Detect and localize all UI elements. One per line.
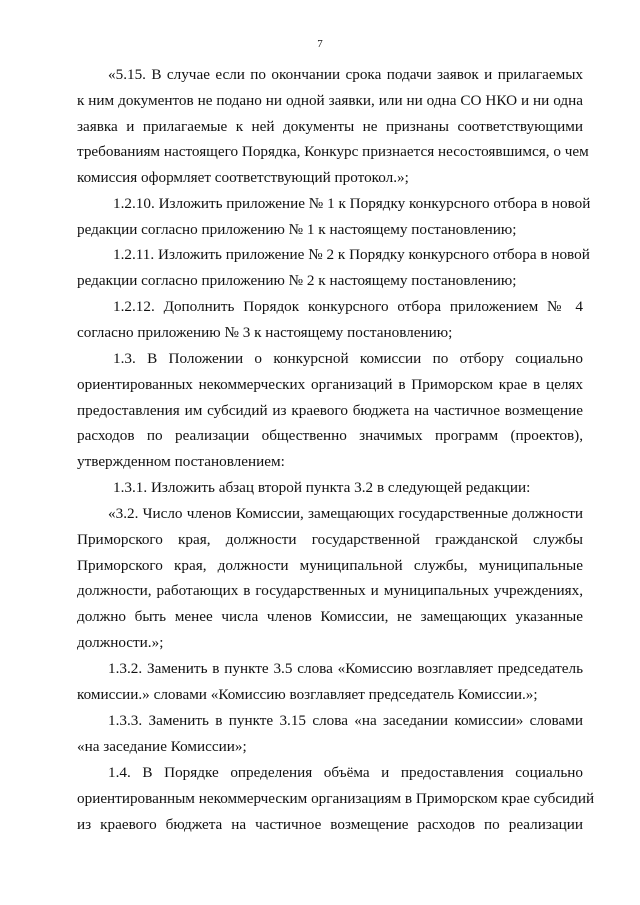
- text-line: Приморского края, должности муниципальной службы, муниципальные: [77, 556, 583, 574]
- text-line: утвержденном постановлением:: [77, 453, 285, 471]
- text-line: 1.3.2. Заменить в пункте 3.5 слова «Комиссию возглавляет председатель: [108, 660, 583, 677]
- text-line: ориентированным некоммерческим организациям в Приморском крае субсидий: [77, 789, 595, 807]
- text-line: согласно приложению № 3 к настоящему постановлению;: [77, 323, 453, 341]
- text-line: заявка и прилагаемые к ней документы не признаны соответствующими: [77, 117, 583, 135]
- text-line: к ним документов не подано ни одной заявки, или ни одна СО НКО и ни одна: [77, 91, 583, 109]
- text-line: «на заседание Комиссии»;: [77, 737, 247, 755]
- paragraph-3-2: [77, 501, 583, 656]
- text-line: требованиям настоящего Порядка, Конкурс признается несостоявшимся, о чем: [77, 143, 589, 161]
- text-line: 1.2.12. Дополнить Порядок конкурсного отбора приложением № 4: [113, 298, 583, 315]
- text-line: 1.3.1. Изложить абзац второй пункта 3.2 в следующей редакции:: [113, 479, 531, 496]
- paragraph-1-3-3: [77, 708, 583, 760]
- text-line: «5.15. В случае если по окончании срока подачи заявок и прилагаемых: [108, 66, 583, 83]
- text-line: «3.2. Число членов Комиссии, замещающих государственные должности: [108, 505, 583, 522]
- paragraph-1-3-1: [77, 475, 583, 501]
- text-line: 1.2.11. Изложить приложение № 2 к Порядку конкурсного отбора в новой: [113, 246, 590, 263]
- page-number: 7: [317, 38, 323, 50]
- text-line: 1.3. В Положении о конкурсной комиссии по отбору социально: [113, 350, 583, 367]
- text-line: 1.4. В Порядке определения объёма и предоставления социально: [108, 764, 583, 781]
- text-line: ориентированных некоммерческих организаций в Приморском крае в целях: [77, 375, 583, 393]
- text-line: Приморского края, должности государственной гражданской службы: [77, 530, 583, 548]
- text-line: 1.3.3. Заменить в пункте 3.15 слова «на заседании комиссии» словами: [108, 712, 583, 729]
- text-line: комиссии.» словами «Комиссию возглавляет председатель Комиссии.»;: [77, 685, 538, 703]
- text-line: из краевого бюджета на частичное возмещение расходов по реализации: [77, 815, 583, 833]
- text-line: должности, работающих в государственных и муниципальных учреждениях,: [77, 582, 583, 600]
- paragraph-1-3: [77, 346, 583, 475]
- text-line: редакции согласно приложению № 1 к настоящему постановлению;: [77, 220, 517, 238]
- text-line: предоставления им субсидий из краевого бюджета на частичное возмещение: [77, 401, 583, 419]
- text-line: комиссия оформляет соответствующий протокол.»;: [77, 169, 409, 187]
- paragraph-1-2-12: [77, 294, 583, 346]
- text-line: редакции согласно приложению № 2 к настоящему постановлению;: [77, 271, 517, 289]
- text-line: должности.»;: [77, 633, 164, 651]
- text-line: расходов по реализации общественно значимых программ (проектов),: [77, 427, 583, 445]
- paragraph-1-4: [77, 760, 595, 837]
- paragraph-5-15: [77, 62, 589, 191]
- text-line: должно быть менее числа членов Комиссии, не замещающих указанные: [77, 608, 583, 626]
- paragraph-1-3-2: [77, 656, 583, 708]
- text-line: 1.2.10. Изложить приложение № 1 к Порядку конкурсного отбора в новой: [113, 195, 591, 212]
- paragraph-1-2-11: [77, 242, 590, 294]
- paragraph-1-2-10: [77, 191, 591, 243]
